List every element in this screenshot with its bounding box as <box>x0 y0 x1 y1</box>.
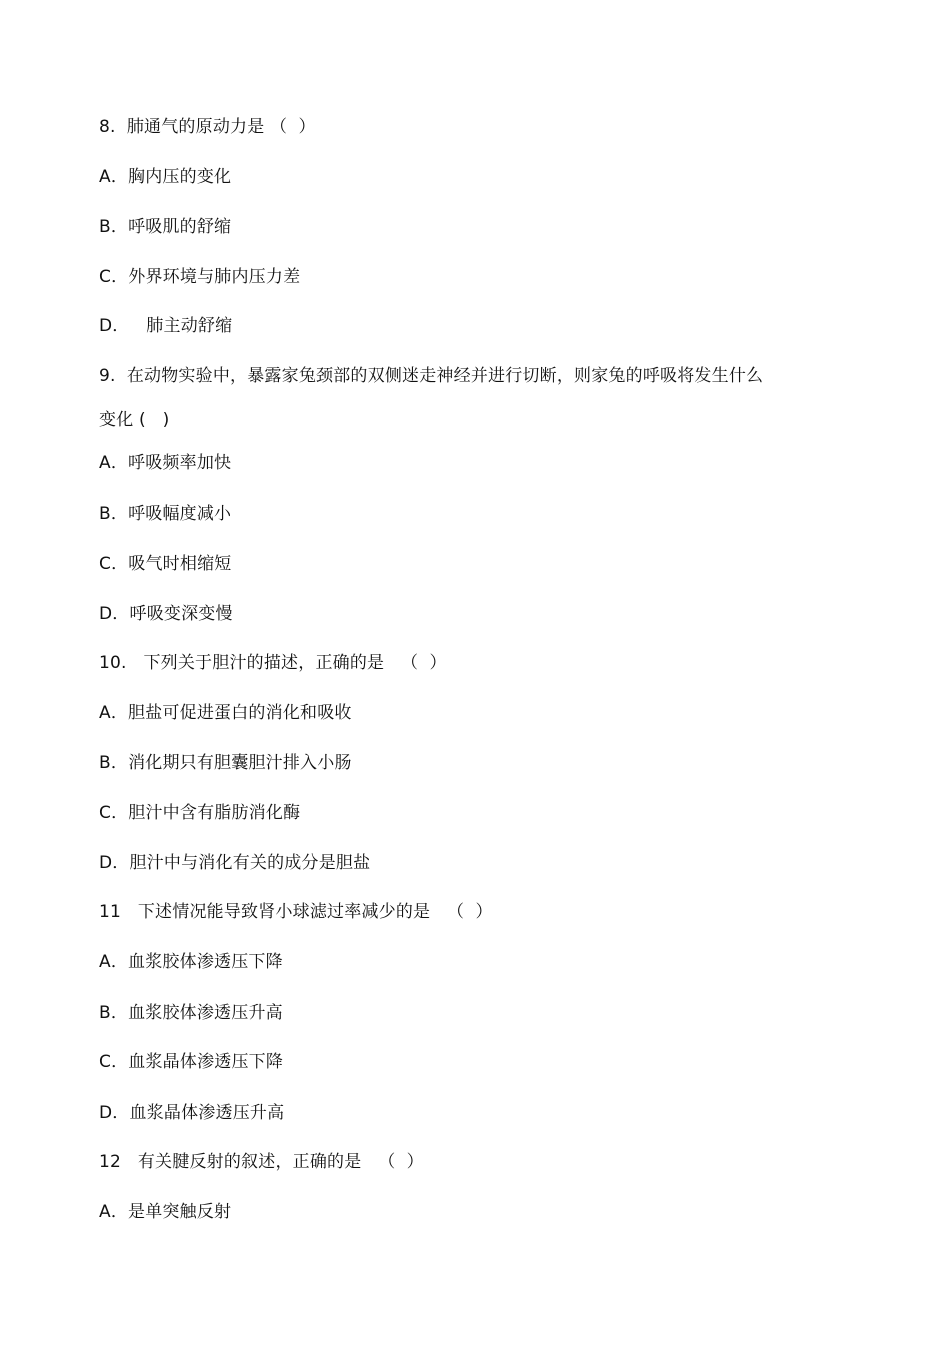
question-10-option-c: C．胆汁中含有脂肪消化酶 <box>99 803 301 823</box>
question-11-option-d: D．血浆晶体渗透压升高 <box>99 1103 285 1123</box>
question-8-option-b: B．呼吸肌的舒缩 <box>99 217 232 237</box>
question-10-option-a: A．胆盐可促进蛋白的消化和吸收 <box>99 703 352 723</box>
question-9-stem: 9. 在动物实验中，暴露家兔颈部的双侧迷走神经并进行切断，则家兔的呼吸将发生什么 <box>99 366 764 386</box>
question-10-stem: 10. 下列关于胆汁的描述，正确的是 （ ） <box>99 653 447 673</box>
question-10-option-b: B．消化期只有胆囊胆汁排入小肠 <box>99 753 352 773</box>
question-10-option-d: D．胆汁中与消化有关的成分是胆盐 <box>99 853 371 873</box>
question-12-option-a: A．是单突触反射 <box>99 1202 232 1222</box>
question-8-stem: 8. 肺通气的原动力是 （ ） <box>99 117 316 137</box>
question-9-option-b: B．呼吸幅度减小 <box>99 504 232 524</box>
question-11-option-a: A．血浆胶体渗透压下降 <box>99 952 283 972</box>
question-12-stem: 12 有关腱反射的叙述，正确的是 （ ） <box>99 1152 424 1172</box>
question-11-stem: 11 下述情况能导致肾小球滤过率减少的是 （ ） <box>99 902 493 922</box>
question-9-option-d: D．呼吸变深变慢 <box>99 604 233 624</box>
question-9-option-c: C．吸气时相缩短 <box>99 554 232 574</box>
question-11-option-c: C．血浆晶体渗透压下降 <box>99 1052 284 1072</box>
question-8-option-c: C．外界环境与肺内压力差 <box>99 267 301 287</box>
question-11-option-b: B．血浆胶体渗透压升高 <box>99 1003 283 1023</box>
question-9-stem-cont: 变化 ( ) <box>99 410 170 430</box>
question-9-option-a: A．呼吸频率加快 <box>99 453 232 473</box>
question-8-option-d: D． 肺主动舒缩 <box>99 316 233 336</box>
question-8-option-a: A．胸内压的变化 <box>99 167 232 187</box>
